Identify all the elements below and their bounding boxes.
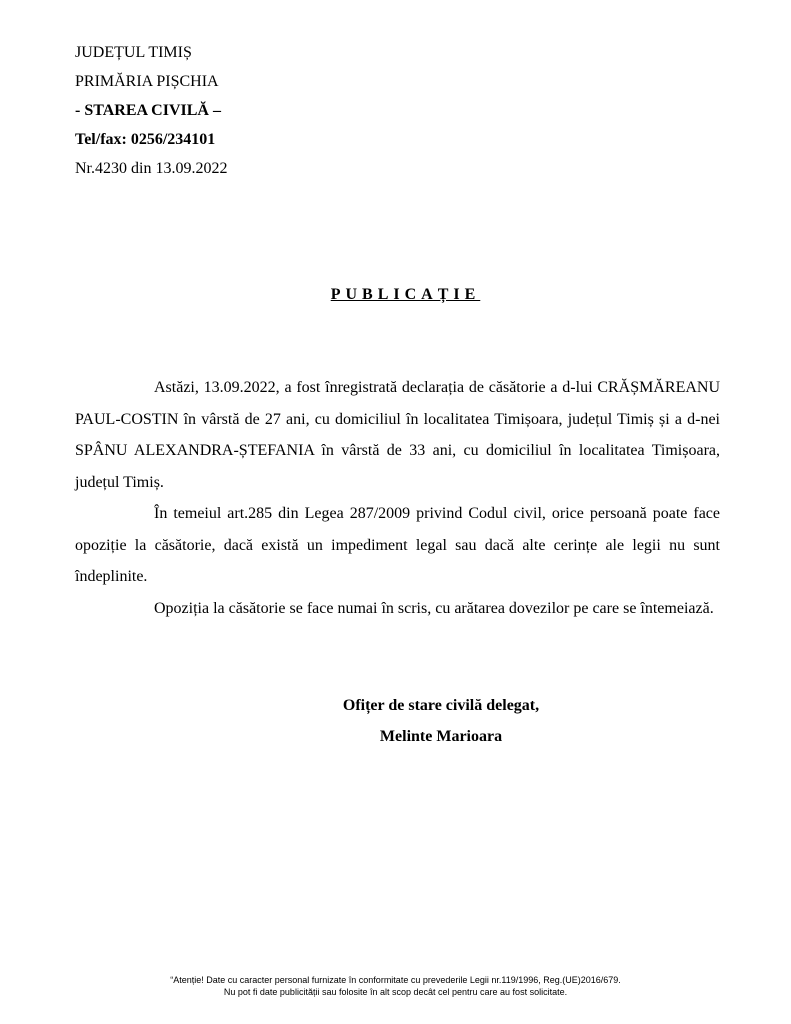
department-line: - STAREA CIVILĂ – [75, 102, 221, 119]
footer-line-2: Nu pot fi date publicității sau folosite în alt scop decât cel pentru care au fost solicitate. [223, 987, 568, 997]
town-hall-line: PRIMĂRIA PIȘCHIA [75, 73, 219, 90]
document-body [75, 372, 720, 624]
county-line: JUDEȚUL TIMIȘ [75, 44, 192, 61]
registration-number: Nr.4230 din 13.09.2022 [75, 160, 228, 177]
paragraph-opposition: Opoziția la căsătorie se face numai în scris, cu arătarea dovezilor pe care se întemeiază. [154, 599, 714, 617]
signatory-name: Melinte Marioara [379, 728, 503, 745]
privacy-footer [0, 974, 791, 998]
signature-block [0, 690, 791, 752]
phone-fax-line: Tel/fax: 0256/234101 [75, 131, 216, 148]
document-title [0, 286, 791, 304]
paragraph-legal-basis: În temeiul art.285 din Legea 287/2009 privind Codul civil, orice persoană poate face opoziție la căsătorie, dacă există un impediment legal sau dacă alte cerințe ale legii nu sunt îndeplinite. [75, 505, 720, 585]
document-title-text: PUBLICAȚIE [330, 286, 481, 303]
signatory-role: Ofițer de stare civilă delegat, [342, 697, 540, 714]
paragraph-declaration: Astăzi, 13.09.2022, a fost înregistrată declarația de căsătorie a d-lui CRĂȘMĂREANU PAUL-COSTIN în vârstă de 27 ani, cu domiciliul în localitatea Timișoara, județul Timiș și a d-nei SPÂNU ALEXANDRA-ȘTEFANIA în vârstă de 33 ani, cu domiciliul în localitatea Timișoara, județul Timiș. [75, 379, 720, 491]
letterhead [75, 38, 227, 183]
footer-line-1: “Atenție! Date cu caracter personal furnizate în conformitate cu prevederile Legii nr.119/1996, Reg.(UE)2016/679. [170, 975, 621, 985]
